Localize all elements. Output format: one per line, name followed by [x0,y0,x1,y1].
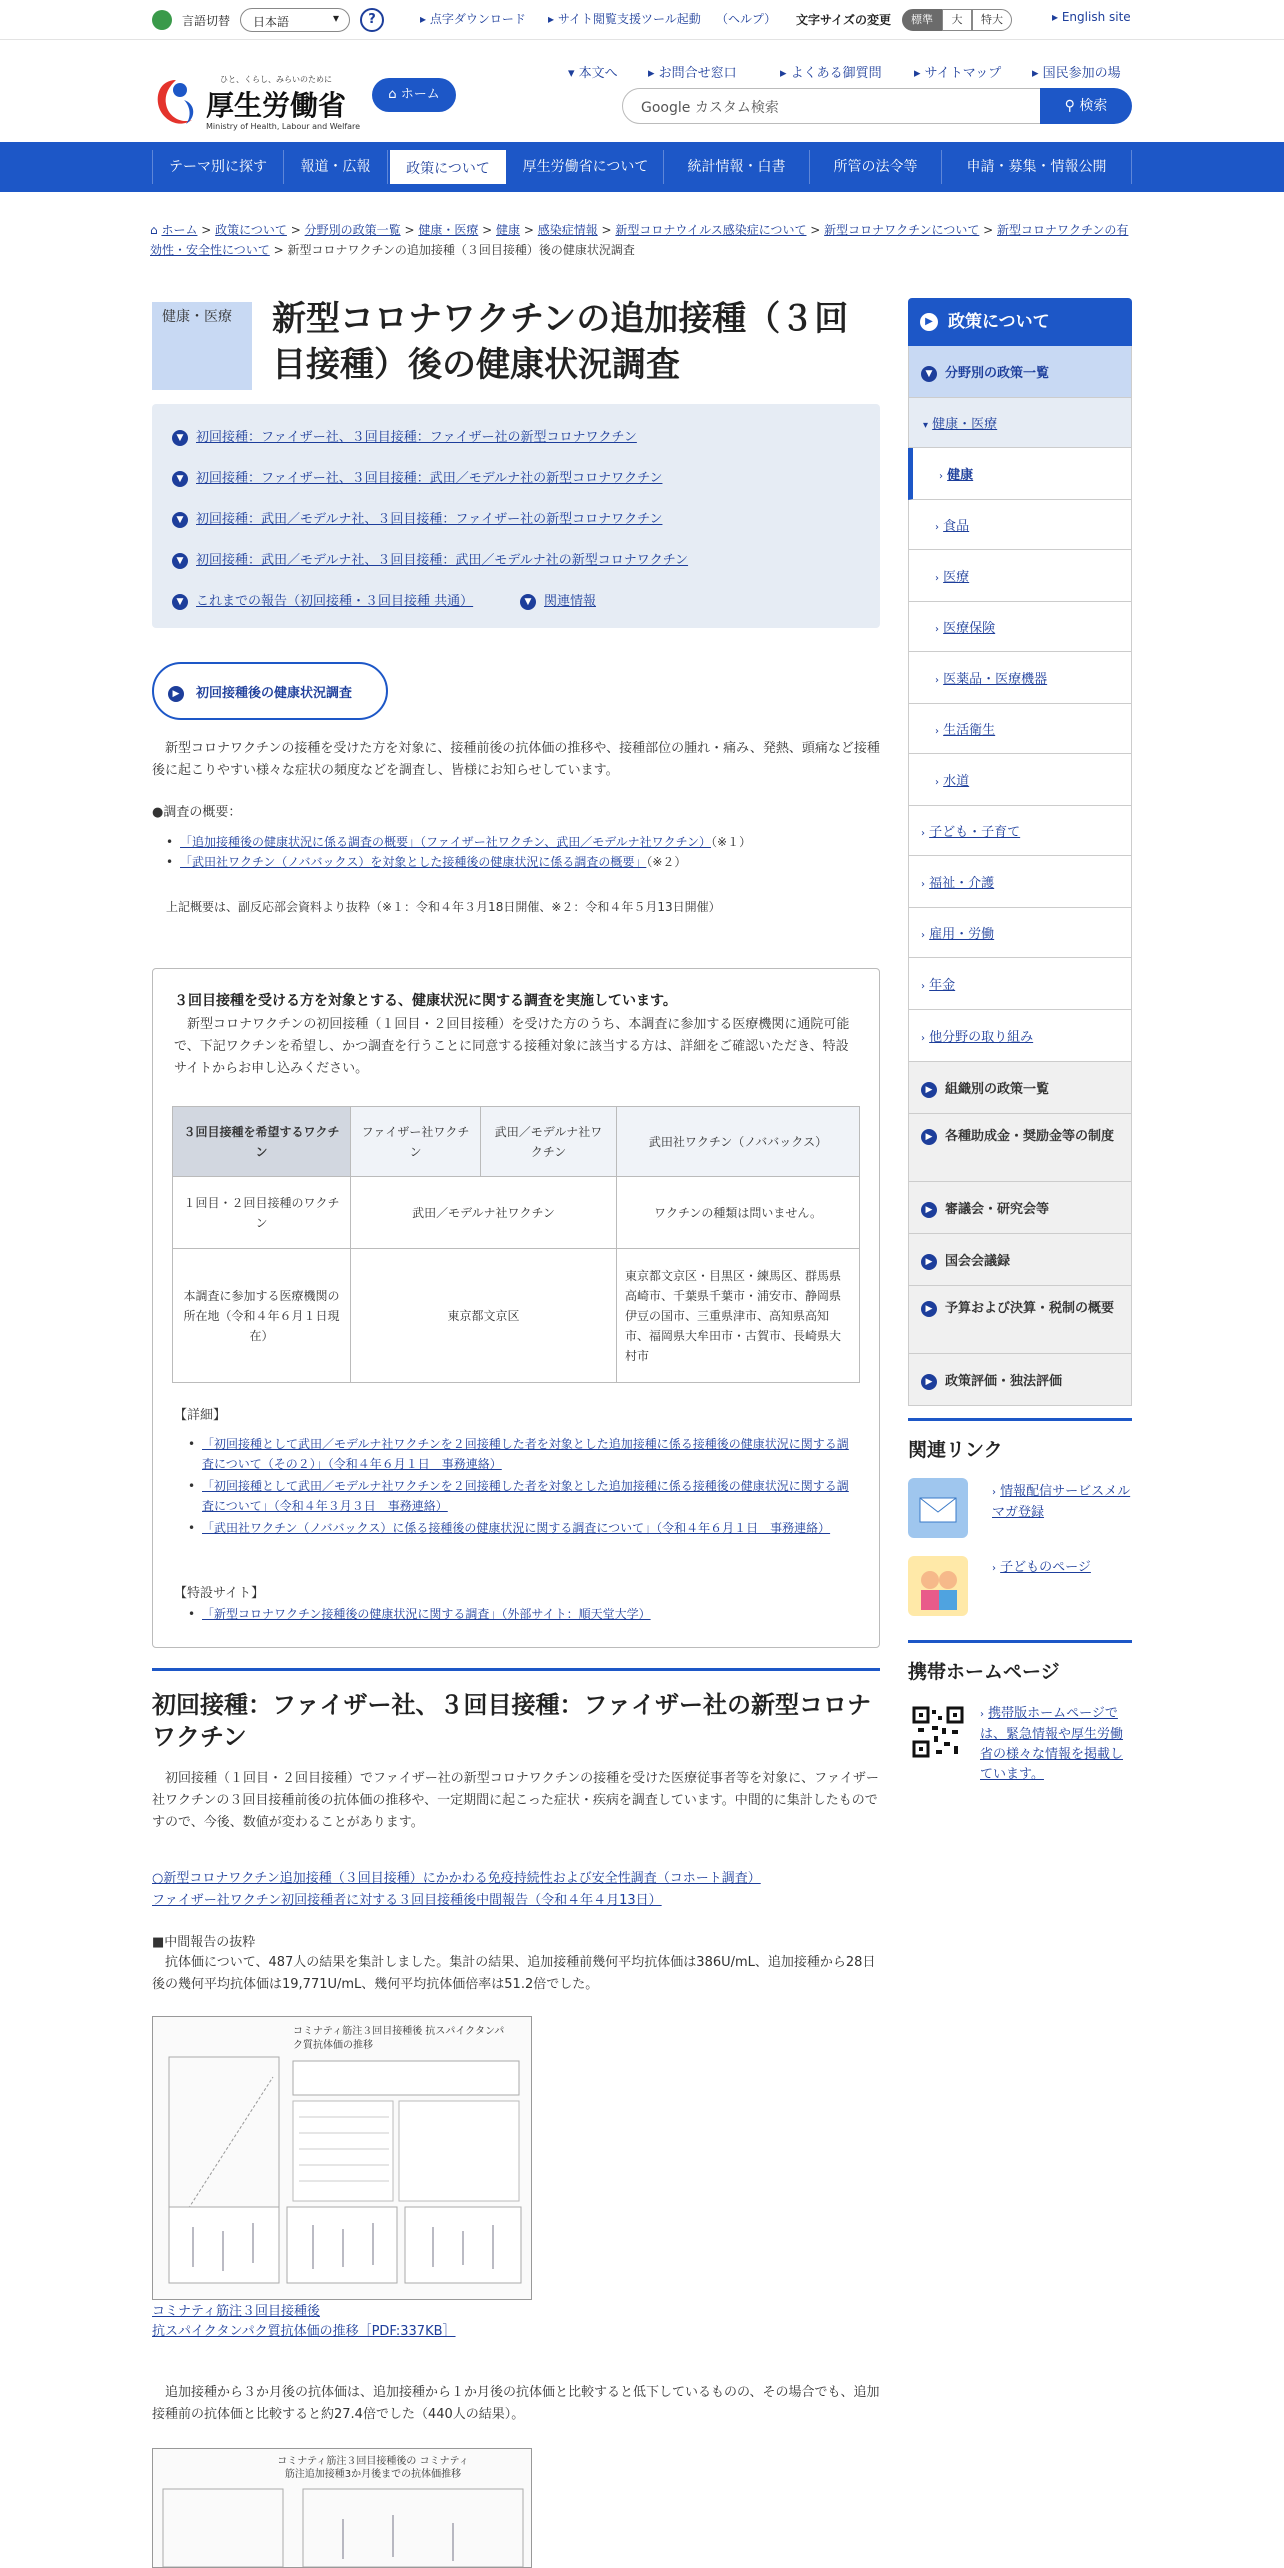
antibody-chart-image[interactable] [152,2016,532,2300]
chevron-right-icon: ▶ [921,1254,937,1270]
sidebar-item-insurance[interactable]: › 医療保険 [908,602,1132,652]
sidebar-item-health-medical[interactable]: ▾ 健康・医療 [908,398,1132,448]
chevron-right-icon: ▶ [920,313,938,331]
special-label: 【特設サイト】 [174,1586,265,1601]
table-cell: 東京都文京区・目黒区・練馬区、群馬県高崎市、千葉県千葉市・浦安市、静岡県伊豆の国市、三重県津市、高知県高知市、福岡県大牟田市・古賀市、長崎県大村市 [617,1249,860,1383]
lang-switch-label: 言語切替 [182,14,231,28]
list-item: • 「武田社ワクチン（ノババックス）を対象とした接種後の健康状況に係る調査の概要」（※２） [166,852,880,872]
utility-bar [0,0,1284,40]
table-header: 武田社ワクチン（ノババックス） [617,1107,860,1177]
chevron-down-icon: ▾ [332,11,339,25]
table-header: 武田／モデルナ社ワクチン [481,1107,617,1177]
breadcrumb-current: 新型コロナワクチンの追加接種（３回目接種）後の健康状況調査 [287,243,635,257]
breadcrumb-item[interactable]: 新型コロナワクチンの有効性・安全性について [150,223,1129,257]
initial-survey-button[interactable]: ▶ 初回接種後の健康状況調査 [152,662,388,720]
report-link[interactable]: ○新型コロナワクチン追加接種（３回目接種）にかかわる免疫持続性および安全性調査（コホート調査） [152,1871,761,1886]
table-cell: １回目・２回目接種のワクチン [173,1177,351,1249]
sidebar-item-pension[interactable]: › 年金 [908,958,1132,1010]
children-icon [908,1556,968,1616]
breadcrumb-item[interactable]: 感染症情報 [537,223,598,237]
anchor-item[interactable]: ▼ これまでの報告（初回接種・３回目接種 共通） [172,590,473,610]
anchor-links [152,404,880,628]
fontsize-label: 文字サイズの変更 [796,13,892,27]
anchor-item[interactable]: ▼ 初回接種：ファイザー社、３回目接種：ファイザー社の新型コロナワクチン [172,426,637,446]
chevron-down-icon: ▼ [921,366,937,382]
home-icon: ⌂ [150,223,158,237]
logo-mark-icon [150,74,202,132]
chevron-right-icon: ▶ [168,686,184,702]
sidebar [908,298,1132,346]
mobile-link-item[interactable]: › 携帯版ホームページでは、緊急情報や厚生労働省の様々な情報を掲載しています。 [980,1706,1124,1782]
nav-press[interactable]: 報道・広報 [284,150,388,184]
sidebar-item-health[interactable]: › 健康 [908,448,1132,500]
sidebar-item-policy-list[interactable]: ▼ 分野別の政策一覧 [908,346,1132,398]
mobile-heading: 携帯ホームページ [908,1640,1132,1684]
chevron-down-icon: ▼ [520,594,536,610]
table-cell: ワクチンの種類は問いません。 [617,1177,860,1249]
list-item [188,1434,860,1474]
chevron-down-icon: ▼ [172,594,188,610]
table-header: ファイザー社ワクチン [351,1107,481,1177]
chevron-down-icon: ▼ [172,471,188,487]
fontsize-large-button[interactable]: 大 [942,9,972,31]
chevron-right-icon: ▶ [921,1202,937,1218]
excerpt-text: 抗体価について、487人の結果を集計しました。集計の結果、追加接種前幾何平均抗体価は386U/mL、追加接種から28日後の幾何平均抗体価は19,771U/mL、幾何平均抗体価倍率は51.2倍でした。 [152,1955,876,1992]
anchor-item[interactable]: ▼ 初回接種：武田／モデルナ社、３回目接種：ファイザー社の新型コロナワクチン [172,508,662,528]
english-site-link[interactable]: ▸ English site [1052,10,1131,24]
fontsize-xlarge-button[interactable]: 特大 [972,9,1012,31]
detail-link[interactable]: 「初回接種として武田／モデルナ社ワクチンを２回接種した者を対象とした追加接種に係る接種後の健康状況に関する調査について」（令和４年３月３日 事務連絡） [202,1479,849,1513]
section-text: 初回接種（１回目・２回目接種）でファイザー社の新型コロナワクチンの接種を受けた医療従事者等を対象に、ファイザー社ワクチンの３回目接種前後の抗体価の推移や、一定期間に起こった症状・疾病を調査しています。中間的に集計したものですので、今後、数値が変わることがあります。 [152,1771,879,1830]
anchor-item[interactable]: ▼ 関連情報 [520,590,596,610]
overview-list [166,832,880,872]
breadcrumb-item[interactable]: ホーム [161,223,198,237]
help-icon[interactable]: ? [360,8,384,32]
header-link-contact[interactable]: ▸ お問合せ窓口 [648,66,737,81]
fontsize-standard-button[interactable]: 標準 [902,9,942,31]
list-item [188,1476,860,1516]
nav-apply[interactable]: 申請・募集・情報公開 [942,150,1132,184]
header-link-main[interactable]: ▾ 本文へ [568,66,618,81]
sidebar-item-employment[interactable]: › 雇用・労働 [908,908,1132,958]
sidebar-item-drugs[interactable]: › 医薬品・医療機器 [908,652,1132,704]
support-tool-help-link[interactable]: （ヘルプ） [716,12,777,26]
breadcrumb-item[interactable]: 健康・医療 [418,223,479,237]
anchor-item[interactable]: ▼ 初回接種：武田／モデルナ社、３回目接種：武田／モデルナ社の新型コロナワクチン [172,549,688,569]
intro-text: 新型コロナワクチンの接種を受けた方を対象に、接種前後の抗体価の推移や、接種部位の腫れ・痛み、発熱、頭痛など接種後に起こりやすい様々な症状の頻度などを調査し、皆様にお知らせしています。 [152,741,880,778]
special-list [188,1604,860,1624]
chevron-down-icon: ▼ [172,512,188,528]
home-icon: ⌂ [388,87,397,102]
report-link[interactable]: ファイザー社ワクチン初回接種者に対する３回目接種後中間報告（令和４年４月13日） [152,1893,662,1908]
breadcrumb: ⌂ ホーム > 政策について > 分野別の政策一覧 > 健康・医療 > 健康 > 感染症情報 > 新型コロナウイルス感染症について > 新型コロナワクチンについて > 新型コロナワクチンの有効性・安全性について > 新型コロナワクチンの追加接種（３回目接種）後の健康状況調査 [150,223,1129,257]
table-cell: 武田／モデルナ社ワクチン [351,1177,617,1249]
nav-stats[interactable]: 統計情報・白書 [664,150,810,184]
related-links-heading: 関連リンク [908,1418,1132,1462]
sidebar-item-budget[interactable]: ▶ 予算および決算・税制の概要 [908,1286,1132,1354]
nav-laws[interactable]: 所管の法令等 [810,150,942,184]
anchor-item[interactable]: ▼ 初回接種：ファイザー社、３回目接種：武田／モデルナ社の新型コロナワクチン [172,467,662,487]
sidebar-item-evaluation[interactable]: ▶ 政策評価・独法評価 [908,1354,1132,1406]
special-site-link[interactable]: 「新型コロナワクチン接種後の健康状況に関する調査」（外部サイト：順天堂大学） [202,1607,651,1621]
sidebar-item-children[interactable]: › 子ども・子育て [908,806,1132,856]
chevron-down-icon: ▼ [172,553,188,569]
breadcrumb-item[interactable]: 分野別の政策一覧 [304,223,401,237]
mhlw-logo[interactable] [150,74,360,134]
mobile-link[interactable]: 携帯版ホームページでは、緊急情報や厚生労働省の様々な情報を掲載しています。 [980,1706,1124,1782]
search-button[interactable]: ⚲ 検索 [1040,88,1132,124]
related-link[interactable]: 子どものページ [1000,1560,1091,1575]
figure-title: コミナティ筋注３回目接種後の コミナティ筋注追加接種3か月後までの抗体価推移 [277,2456,469,2480]
sidebar-item-grants[interactable]: ▶ 各種助成金・奨励金等の制度 [908,1114,1132,1182]
sidebar-item-council[interactable]: ▶ 審議会・研究会等 [908,1182,1132,1234]
sidebar-item-medical[interactable]: › 医療 [908,550,1132,602]
table-cell: 東京都文京区 [351,1249,617,1383]
overview-link[interactable]: 「追加接種後の健康状況に係る調査の概要」（ファイザー社ワクチン、武田／モデルナ社ワクチン） [180,835,712,849]
nav-theme[interactable]: テーマ別に探す [152,150,284,184]
nav-about[interactable]: 厚生労働省について [508,150,664,184]
detail-label: 【詳細】 [174,1408,227,1423]
figure-link[interactable]: コミナティ筋注３回目接種後 [152,2304,320,2319]
chart-graphic-icon [153,2017,531,2299]
category-badge: 健康・医療 [152,302,252,390]
section-text-2: 追加接種から３か月後の抗体価は、追加接種から１か月後の抗体価と比較すると低下しているものの、その場合でも、追加接種前の抗体価と比較すると約27.4倍でした（440人の結果）。 [152,2385,880,2422]
chevron-right-icon: ▶ [921,1129,937,1145]
sidebar-item-welfare[interactable]: › 福祉・介護 [908,856,1132,908]
logo-english: Ministry of Health, Labour and Welfare [206,122,361,131]
detail-list [188,1434,860,1538]
header-link-participation[interactable]: ▸ 国民参加の場 [1032,66,1121,81]
header-link-faq[interactable]: ▸ よくある御質問 [780,66,882,81]
sidebar-item-org[interactable]: ▶ 組織別の政策一覧 [908,1062,1132,1114]
overview-link[interactable]: 「武田社ワクチン（ノババックス）を対象とした接種後の健康状況に係る調査の概要」 [180,855,647,869]
list-item [188,1518,860,1538]
sidebar-item-water[interactable]: › 水道 [908,754,1132,806]
breadcrumb-item[interactable]: 新型コロナウイルス感染症について [615,223,807,237]
language-select[interactable]: 日本語 ▾ [240,8,350,32]
page-title: 新型コロナワクチンの追加接種（３回目接種）後の健康状況調査 [272,299,849,385]
sidebar-item-hygiene[interactable]: › 生活衛生 [908,704,1132,754]
related-link[interactable]: 情報配信サービスメルマガ登録 [992,1484,1131,1520]
chevron-right-icon: ▶ [921,1374,937,1390]
globe-icon [152,10,172,30]
excerpt-label: ■中間報告の抜粋 [152,1935,256,1950]
section-title: 初回接種：ファイザー社、３回目接種：ファイザー社の新型コロナワクチン [152,1668,880,1753]
report-links [152,1868,880,1912]
table-cell: 本調査に参加する医療機関の所在地（令和４年６月１日現在） [173,1249,351,1383]
breadcrumb-item[interactable]: 新型コロナワクチンについて [824,223,980,237]
list-item: • 「追加接種後の健康状況に係る調査の概要」（ファイザー社ワクチン、武田／モデルナ社ワクチン）（※１） [166,832,880,852]
detail-link[interactable]: 「武田社ワクチン（ノババックス）に係る接種後の健康状況に関する調査について」（令和４年６月１日 事務連絡） [202,1521,831,1535]
search-icon: ⚲ [1064,98,1075,114]
nav-policy[interactable]: 政策について [390,150,506,184]
chevron-right-icon: ▶ [921,1082,937,1098]
search-input[interactable]: Google カスタム検索 [622,88,1042,124]
braille-download-link[interactable]: ▸ 点字ダウンロード [420,12,526,26]
chevron-right-icon: ▶ [921,1301,937,1317]
sidebar-item-diet[interactable]: ▶ 国会会議録 [908,1234,1132,1286]
global-nav [0,142,1284,192]
mail-icon [908,1478,968,1538]
breadcrumb-item[interactable]: 健康 [496,223,521,237]
figure-title: コミナティ筋注３回目接種後 抗スパイクタンパク質抗体価の推移 [293,2026,505,2051]
table-header: ３回目接種を希望するワクチン [173,1107,351,1177]
figure-pdf-link[interactable]: 抗スパイクタンパク質抗体価の推移［PDF:337KB］ [152,2324,456,2339]
logo-text: 厚生労働省 [206,89,347,122]
home-button[interactable]: ⌂ ホーム [372,78,456,112]
overview-note: 上記概要は、副反応部会資料より抜粋（※１：令和４年３月18日開催、※２：令和４年５月13日開催） [166,900,721,914]
header-link-sitemap[interactable]: ▸ サイトマップ [914,66,1002,81]
breadcrumb-item[interactable]: 政策について [215,223,287,237]
chart-graphic-icon [153,2449,531,2567]
logo-tagline: ひと、くらし、みらいのために [220,75,332,84]
sidebar-item-food[interactable]: › 食品 [908,500,1132,550]
box-title: ３回目接種を受ける方を対象とする、健康状況に関する調査を実施しています。 [174,993,677,1009]
antibody-3month-chart-image[interactable] [152,2448,532,2568]
sidebar-header[interactable]: ▶ 政策について [908,298,1132,346]
related-link-item[interactable]: › 子どものページ [992,1560,1091,1575]
box-text: 新型コロナワクチンの初回接種（１回目・２回目接種）を受けた方のうち、本調査に参加する医療機関に通院可能で、下記ワクチンを希望し、かつ調査を行うことに同意する接種対象に該当する方は、詳細をご確認いただき、特設サイトからお申し込みください。 [174,1017,850,1076]
figure1-caption [152,2302,532,2342]
vaccine-table [172,1106,860,1383]
list-item [188,1604,860,1624]
related-link-item[interactable]: › 情報配信サービスメルマガ登録 [992,1484,1131,1520]
support-tool-link[interactable]: ▸ サイト閲覧支援ツール起動 [548,12,701,26]
chevron-down-icon: ▼ [172,430,188,446]
detail-link[interactable]: 「初回接種として武田／モデルナ社ワクチンを２回接種した者を対象とした追加接種に係る接種後の健康状況に関する調査について（その２）」（令和４年６月１日 事務連絡） [202,1437,849,1471]
qr-code-icon [912,1706,964,1758]
sidebar-item-other[interactable]: › 他分野の取り組み [908,1010,1132,1062]
overview-label: ●調査の概要： [152,805,242,820]
